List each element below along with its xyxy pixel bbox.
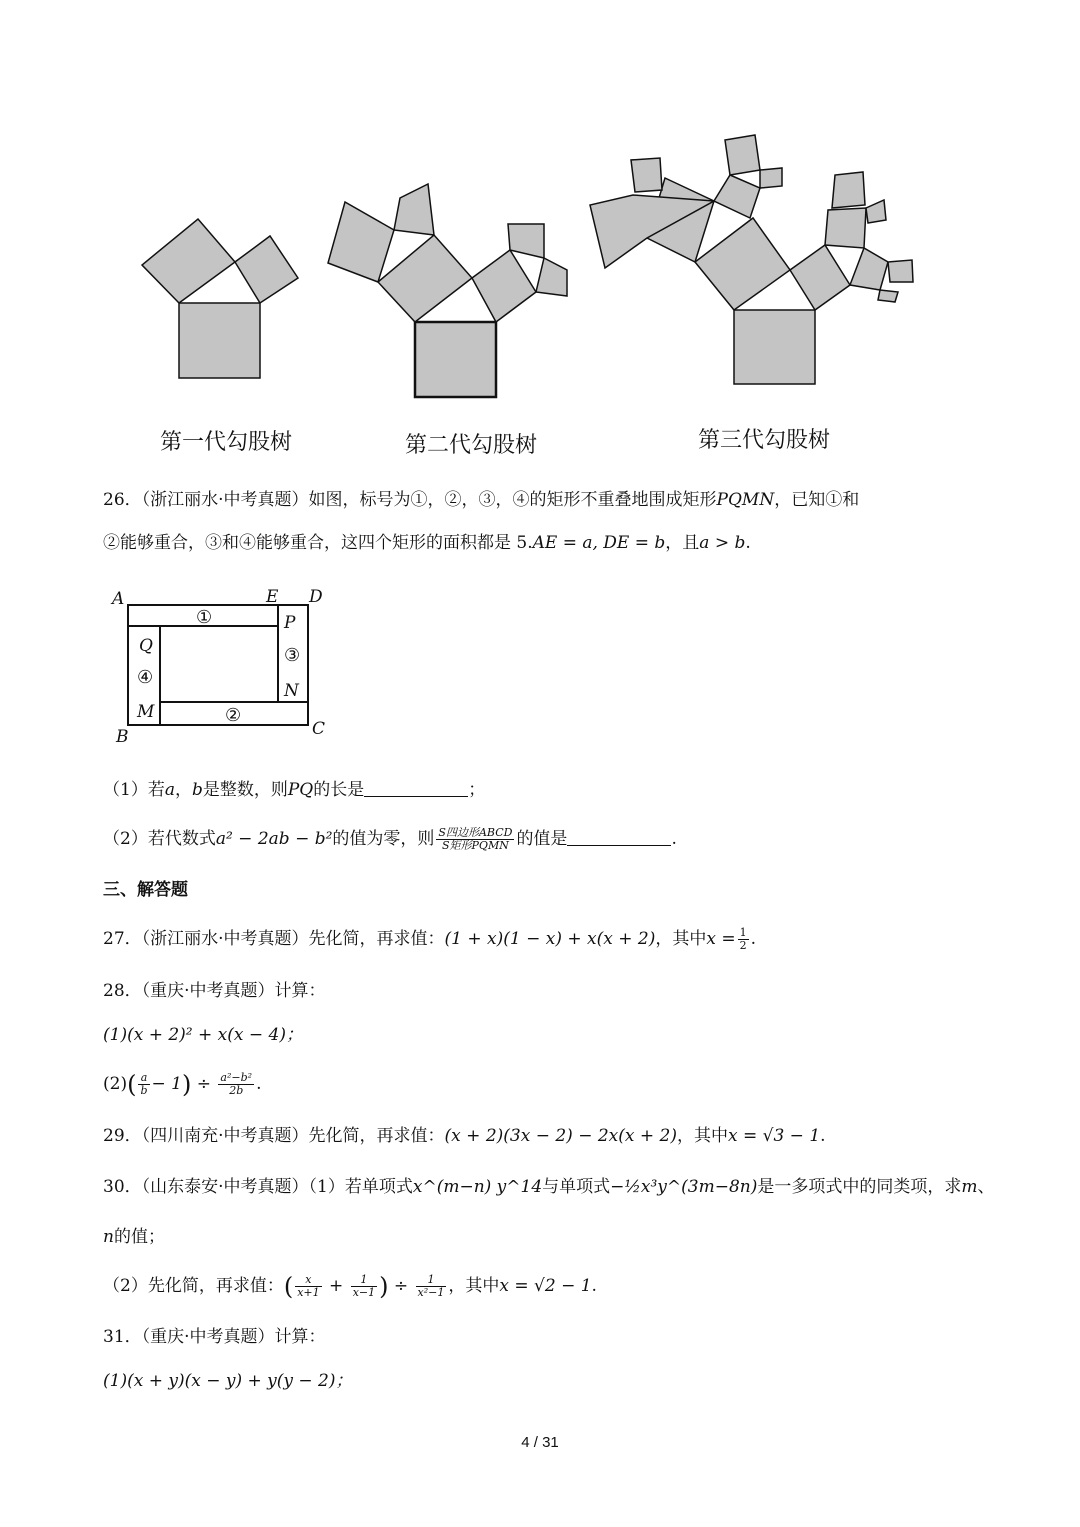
q28-text: 28．（重庆·中考真题）计算： [103, 981, 326, 1001]
label-B: B [116, 727, 129, 747]
q27 [103, 924, 756, 954]
q26-stem-line1 [103, 488, 859, 512]
q26-p2-b: 的值为零，则 [332, 829, 435, 849]
q29-val: x = √3 − 1 [727, 1126, 821, 1146]
label-rect2: ② [225, 705, 242, 726]
label-P: P [284, 613, 296, 633]
q28-fraction [218, 1072, 254, 1097]
q26-p1-sep: ， [174, 780, 192, 800]
q30-mid: 与单项式 [542, 1177, 611, 1197]
q30-mono1: x^(m−n) y^14 [412, 1177, 543, 1197]
q26-ae-de: AE = a, DE = b [532, 533, 666, 553]
label-A: A [112, 589, 125, 609]
q30-n: n [103, 1227, 114, 1247]
q30-f1 [295, 1274, 321, 1299]
q26-rectangle-figure [104, 582, 344, 752]
label-Q: Q [139, 636, 153, 656]
q31-text: 31．（重庆·中考真题）计算： [103, 1327, 326, 1347]
q26-p1-c: 是整数，则 [202, 780, 288, 800]
q26-p2-a: （2）若代数式 [103, 829, 216, 849]
section-heading: 三、解答题 [103, 880, 188, 900]
q30-p2-mid: ，其中 [448, 1276, 500, 1296]
q28-p2-end: . [256, 1074, 262, 1094]
tree-gen2-diagram [328, 184, 567, 397]
q26-a-gt-b: a > b [699, 533, 746, 553]
q26-stem2-text: ②能够重合，③和④能够重合，这四个矩形的面积都是 5. [103, 533, 533, 553]
q30-p2-end: . [591, 1276, 597, 1296]
q26-stem2-tail: ，且 [665, 533, 700, 553]
q30-comma: 、 [977, 1177, 995, 1197]
q29 [103, 1124, 826, 1148]
q28-part2: (2)( $\frac{a}{b}$ − 1) ÷ $\frac{\text{a²−b²}}{2b}$ . [103, 1070, 262, 1099]
label-M: M [137, 702, 155, 722]
tree-gen3-caption: 第三代勾股树 [698, 428, 831, 453]
page-number: 4 / 31 [521, 1434, 559, 1451]
q28-b: b [140, 1084, 148, 1097]
q30-f2-num: 1 [351, 1274, 377, 1287]
q28-num: a²−b² [220, 1071, 253, 1084]
q29-end: . [820, 1126, 826, 1146]
q26-part1 [103, 778, 485, 802]
q28-part1: (1)(x + 2)² + x(x − 4)； [103, 1025, 303, 1045]
q26-p1-end: ； [468, 780, 486, 800]
q27-num: 1 [739, 926, 747, 939]
q30-f2-den: x−1 [352, 1286, 376, 1299]
q27-text: 27．（浙江丽水·中考真题）先化简，再求值： [103, 929, 445, 949]
q26-p2-answer-blank [567, 827, 671, 846]
tree-gen1-caption: 第一代勾股树 [160, 430, 293, 455]
q26-p2-num: S四边形ABCD [438, 826, 513, 839]
q30-tail: 是一多项式中的同类项，求 [757, 1177, 962, 1197]
q28-a: a [138, 1072, 149, 1085]
q26-stem-tail: ，已知①和 [774, 490, 860, 510]
q30-f1-num: x [295, 1274, 321, 1287]
q26-p2-end: . [671, 829, 677, 849]
tree-gen2-caption: 第二代勾股树 [405, 433, 538, 458]
label-rect1: ① [196, 607, 213, 628]
q26-p1-pq: PQ [287, 780, 314, 800]
q28-a-over-b [138, 1072, 149, 1097]
q28-div: ÷ [196, 1074, 212, 1094]
q30-line1 [103, 1175, 994, 1199]
q26-stem-line2 [103, 531, 751, 555]
q28-den: 2b [229, 1084, 244, 1097]
q30-line2 [103, 1225, 165, 1249]
q26-p1-var-b: b [191, 780, 203, 800]
q30-f2 [351, 1274, 377, 1299]
q26-p1-a: （1）若 [103, 780, 165, 800]
q30-f3-den: x²−1 [417, 1286, 445, 1299]
q30-text: 30．（山东泰安·中考真题）（1）若单项式 [103, 1177, 413, 1197]
q27-den: 2 [739, 939, 747, 952]
q26-p2-den: S矩形PQMN [442, 839, 509, 852]
q27-half [738, 927, 749, 952]
label-E: E [266, 587, 279, 607]
q29-mid: ，其中 [676, 1126, 728, 1146]
q28-minus-one: − 1 [151, 1074, 182, 1094]
q30-m: m [961, 1177, 978, 1197]
q30-f3 [416, 1274, 447, 1299]
label-C: C [312, 719, 326, 739]
q28-p2-prefix: (2) [103, 1074, 128, 1094]
tree-gen3-diagram [590, 135, 913, 384]
q26-p2-ratio [436, 827, 514, 852]
q26-p1-answer-blank [364, 778, 468, 797]
q29-text: 29．（四川南充·中考真题）先化简，再求值： [103, 1126, 445, 1146]
label-D: D [309, 587, 323, 607]
pythagoras-trees-figure [120, 120, 940, 400]
q26-stem-text: 26．（浙江丽水·中考真题）如图，标号为①，②，③，④的矩形不重叠地围成矩形 [103, 490, 717, 510]
q26-p2-expr: a² − 2ab − b² [215, 829, 333, 849]
q27-x: x = [706, 929, 736, 949]
q30-mono2: −½x³y^(3m−8n) [610, 1177, 758, 1197]
q30-f1-den: x+1 [297, 1286, 320, 1299]
q27-end: . [750, 929, 757, 949]
label-rect4: ④ [137, 667, 154, 688]
q30-part2: （2）先化简，再求值：( $\frac{x}{x+1}$ + $\frac{1}{x-1}$ ) ÷ $\frac{1}{\text{x²−1}}$ ，其中x = √2 − 1. [103, 1272, 597, 1301]
q30-line2-tail: 的值； [113, 1227, 165, 1247]
q27-mid: ，其中 [655, 929, 707, 949]
label-rect3: ③ [284, 645, 301, 666]
q26-part2 [103, 822, 677, 856]
q26-p1-var-a: a [164, 780, 175, 800]
q29-expr: (x + 2)(3x − 2) − 2x(x + 2) [444, 1126, 677, 1146]
q26-p1-d: 的长是 [313, 780, 365, 800]
q26-stem2-end: . [745, 533, 751, 553]
q26-pqmn: PQMN [716, 490, 775, 510]
q27-expr: (1 + x)(1 − x) + x(x + 2) [444, 929, 656, 949]
q30-f3-num: 1 [416, 1274, 447, 1287]
q30-p2-val: x = √2 − 1 [499, 1276, 592, 1296]
q30-p2-text: （2）先化简，再求值： [103, 1276, 284, 1296]
tree-gen1-diagram [142, 219, 298, 378]
q31-part1: (1)(x + y)(x − y) + y(y − 2)； [103, 1371, 353, 1391]
label-N: N [284, 681, 299, 701]
q26-p2-c: 的值是 [516, 829, 568, 849]
